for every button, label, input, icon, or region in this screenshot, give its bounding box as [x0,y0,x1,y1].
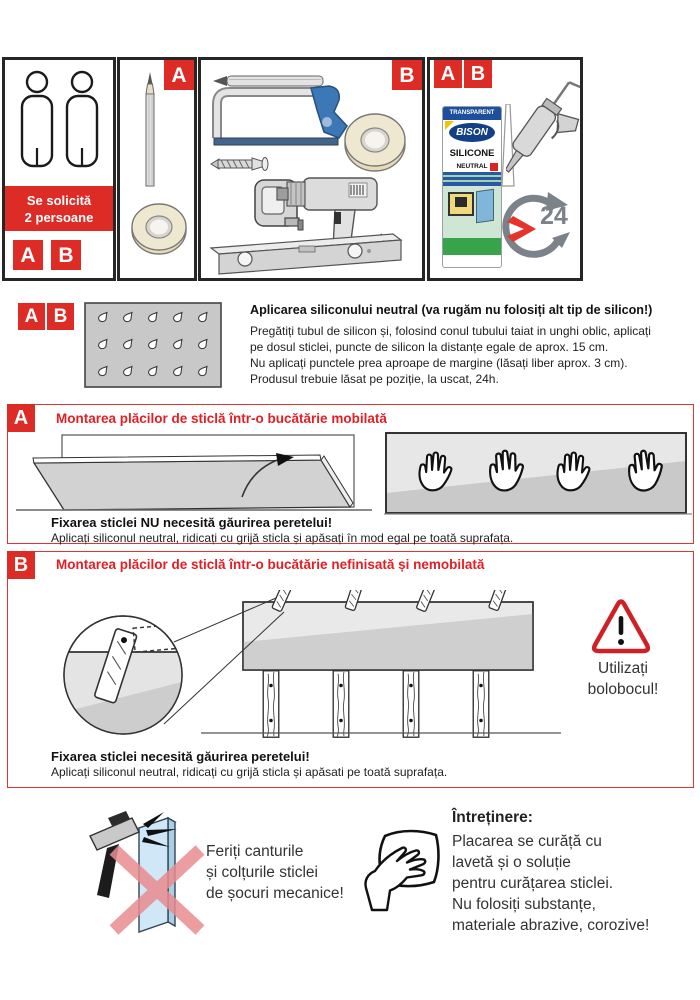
badge-a: A [7,404,35,432]
badge-b: B [392,60,422,90]
glass-picture [476,189,494,224]
red-tag [490,163,498,171]
warning-triangle-icon [591,598,651,656]
yellow-corner [445,121,454,130]
green-stripe [443,180,501,182]
tube-variant-label: NEUTRAL [456,163,488,170]
green-footer-band [443,238,501,255]
badge-b: B [51,240,81,270]
drilling-diagram [18,590,563,748]
pencil-icon [142,72,158,190]
badge-b: B [7,551,35,579]
panel-silicone-ab [427,57,583,281]
banner-line-1: Se solicită [26,192,92,208]
clock-24-label: 24 [540,202,568,230]
application-body-line: Pregătiți tubul de silicon și, folosind conul tubului taiat in unghi oblic, aplicați [250,324,651,338]
maintenance-line: pentru curățarea sticlei. [452,875,614,892]
silicone-tube [442,106,502,268]
maintenance-line: Placarea se curăță cu [452,833,602,850]
panel-two-persons [2,57,116,281]
maintenance-line: lavetă și o soluție [452,854,571,871]
screw-icon [211,158,268,171]
badge-a: A [13,240,43,270]
maintenance-text [452,831,649,936]
impact-warning-line: de șocuri mecanice! [206,885,344,902]
glass-panel [34,460,350,510]
warning-line-2: bolobocul! [587,681,659,698]
bison-logo: BISON [449,123,495,142]
pencil-icon [213,76,323,86]
application-body-line: Produsul trebuie lăsat pe poziție, la uscat, 24h. [250,372,499,386]
panel-tools-a [117,57,197,281]
person-icon [22,72,52,166]
badge-pair-ab [434,60,492,88]
badge-b: B [464,60,492,88]
glass-with-dowels [243,590,533,670]
hacksaw-icon [214,86,347,145]
section-a-body-text: Aplicați siliconul neutral, ridicați cu grijă sticla și apăsați în mod egal pe toată suprafața. [51,531,514,545]
two-persons-required-banner [5,186,113,231]
application-body-line: Nu aplicați punctele prea aproape de margine (lăsați liber aprox. 3 cm). [250,356,628,370]
badge-a: A [18,303,45,330]
warning-line-1: Utilizați [598,660,648,677]
panel-tools-b [198,57,425,281]
maintenance-line: materiale abrazive, corozive! [452,917,650,934]
section-a-bold-text: Fixarea sticlei NU necesită găurirea peretelui! [51,515,333,530]
badge-b: B [47,303,74,330]
green-stripe [443,175,501,177]
banner-line-2: 2 persoane [24,209,94,225]
person-icon [67,72,97,166]
hands-press-diagram [384,431,692,517]
tube-transparent-label: TRANSPARENT [443,107,501,120]
badge-pair-ab [18,303,74,330]
maintenance-title: Întreținere: [452,809,533,826]
impact-warning-line: și colțurile sticlei [206,864,318,881]
glass-tilt-diagram [14,429,374,517]
application-body-line: pe dosul sticlei, puncte de silicon la distanțe egale de aprox. 15 cm. [250,340,609,354]
section-a-title: Montarea plăcilor de sticlă într-o bucătărie mobilată [56,411,387,426]
gt-symbol [507,216,536,242]
section-b-body-text: Aplicați siliconul neutral, ridicați cu grijă sticla și apăsati pe toată suprafața. [51,765,448,779]
maintenance-line: Nu folosiți substanțe, [452,896,596,913]
level-warning-text [561,658,685,700]
spirit-level-icon [211,234,401,274]
silicone-dots-diagram [84,302,222,388]
badge-a: A [434,60,462,88]
application-title: Aplicarea siliconului neutral (va rugăm nu folosiți alt tip de silicon!) [250,303,653,317]
section-b-box [7,551,694,788]
tube-product-label: SILICONE [449,148,495,159]
caulking-gun-icon [506,72,580,192]
two-person-icon [15,70,105,182]
wipe-cloth-icon [362,824,448,912]
section-a-box [7,404,694,544]
impact-warning-line: Feriți canturile [206,843,304,860]
window-picture [448,192,474,216]
wood-stud-icon [473,671,489,737]
tools-illustration [203,62,421,276]
section-b-title: Montarea plăcilor de sticlă într-o bucătărie nefinisată și nemobilată [56,557,485,572]
impact-warning-text [206,841,344,904]
wood-stud-icon [403,671,419,737]
wood-stud-icon [263,671,279,737]
badge-a: A [164,60,194,90]
wood-stud-icon [333,671,349,737]
24h-clock-icon [496,188,580,266]
hammer-impact-icon [82,806,210,940]
masking-tape-icon [128,200,190,258]
section-b-bold-text: Fixarea sticlei necesită găurirea peretelui! [51,749,310,764]
masking-tape-icon [345,114,405,171]
